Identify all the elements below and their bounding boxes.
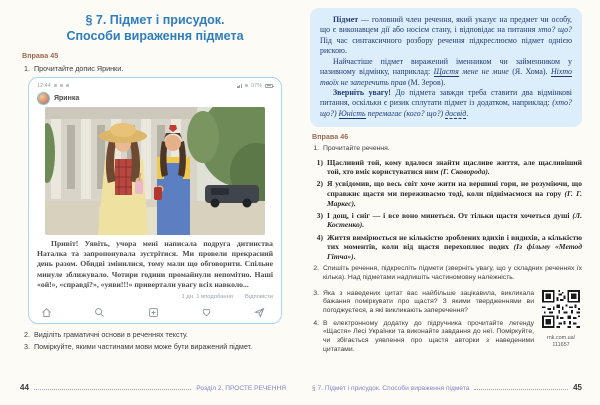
sentence-number: 2) [316, 179, 323, 189]
sentence-text: Я усвідомив, що весь світ хоче жити на вершині гори, не розуміючи, що справжнє щастя ми переживаємо тоді, коли піднімаємося на гору [327, 179, 582, 198]
page-right [300, 0, 600, 405]
title-line1: § 7. Підмет і присудок. [85, 13, 225, 27]
underlined-subject: Ніхто [550, 67, 572, 77]
sentence-item [310, 233, 582, 262]
section-label: § 7. Підмет і присудок. Способи вираження підмета [312, 385, 470, 392]
theory-paragraph-1: Підмет — головний член речення, який указує на предмет чи особу, що є виконавцем дії або носієм стану, і відповідає на питання хто? що? Під час синтаксичного розбору речення підкреслюємо підмет однією рискою. [320, 15, 572, 56]
task-number: 3. [24, 342, 30, 352]
girl-left [98, 123, 148, 235]
signal-icon [237, 84, 242, 88]
sentence-item [310, 158, 582, 177]
page-number: 45 [573, 383, 582, 392]
task-item [20, 342, 290, 351]
post-photo [45, 107, 265, 235]
sentence-source: (Г. Г. Маркес). [327, 188, 582, 208]
notification-icon [60, 84, 63, 87]
task-item [310, 265, 582, 283]
notification-icon [54, 84, 57, 87]
notification-icon [66, 84, 69, 87]
footer-left [20, 383, 286, 392]
sentence-number: 1) [316, 157, 323, 167]
dotted-leader [34, 389, 191, 390]
task-text: Прочитайте речення. [323, 145, 390, 153]
share-icon[interactable] [254, 307, 265, 318]
task-item [20, 330, 290, 339]
task-item [310, 320, 534, 355]
underlined-object: досвід [445, 108, 467, 118]
reply-button[interactable]: Відповісти [244, 294, 273, 301]
task-number: 1. [313, 145, 319, 153]
task-text: Яка з наведених цитат вас найбільше зацікавила, викликала бажання поміркувати про щастя? З якими твердженнями ви погоджуєтеся, а які викликають заперечення? [323, 289, 534, 315]
task-item [20, 64, 290, 73]
status-right [237, 83, 273, 89]
page-title [20, 12, 290, 45]
add-post-icon[interactable] [148, 307, 159, 318]
likes-count: 1 дн. 1 вподобання [181, 294, 233, 301]
title-line2: Способи вираження підмета [66, 29, 244, 44]
sentence-text: Щасливий той, кому вдалося знайти щасливе життя, але щасливіший той, хто вміє користуватися ним [327, 157, 582, 177]
theory-paragraph-3: Зверніть увагу! До підмета завжди треба ставити два відмінкові питання, оскільки є ризик сплутати підмет із додатком, наприклад: (хто? що?) Юність перемагає (кого? що?) досвід. [320, 87, 572, 118]
post-meta [37, 294, 273, 300]
page-number: 44 [20, 383, 29, 392]
sentence-number: 4) [316, 232, 323, 242]
exercise-46-label: Вправа 46 [312, 132, 349, 142]
home-icon[interactable] [41, 307, 52, 318]
post-icon-bar [37, 303, 273, 318]
task-text: Прочитайте допис Яринки. [34, 63, 124, 73]
status-left [37, 83, 69, 89]
phone-status-bar [37, 83, 273, 89]
tasks-with-qr [310, 286, 582, 358]
sentence-item [310, 179, 582, 208]
avatar[interactable] [37, 92, 50, 105]
battery-icon [265, 84, 273, 88]
sentence-text: І дощ, і сніг — і все воно минеться. От тільки щастя хочеться душі [327, 210, 573, 220]
sentence-text: Життя вимірюється не кількістю зроблених вдихів і видихів, а кількістю тих моментів, коли від щастя перехоплює подих [327, 232, 582, 252]
theory-box [310, 8, 582, 127]
task-text: В електронному додатку до підручника прочитайте легенду «Щастя» Лесі Українки та виконайте завдання до неї. Поміркуйте, чи збігається уявлення про щастя авторки з наведеними цитатами. [323, 319, 534, 354]
task-text: Спишіть речення, підкресліть підмети (зверніть увагу, що у складних реченнях їх кілька). Над підметами надпишіть частиномовну належність. [323, 264, 582, 281]
attention-label: Зверніть увагу! [333, 87, 391, 97]
like-icon[interactable] [201, 307, 212, 318]
sentence-item [310, 211, 582, 230]
tasks-column [310, 286, 534, 358]
footer-right [312, 383, 582, 392]
chapter-label: Розділ 2. ПРОСТЕ РЕЧЕННЯ [196, 385, 286, 392]
social-post-card [28, 77, 282, 324]
sentence-source: (Г. Сковорода). [440, 167, 490, 177]
task-number: 3. [313, 289, 319, 297]
task-item [310, 290, 534, 316]
qr-code [542, 290, 580, 328]
profile-row [37, 92, 273, 105]
wifi-icon [245, 84, 248, 87]
search-icon[interactable] [94, 307, 105, 318]
term-pidmet: Підмет [333, 15, 359, 24]
underlined-subject: Щастя [433, 67, 459, 77]
underlined-subject: Юність [338, 108, 366, 118]
qr-column [540, 286, 582, 358]
qr-caption: rnk.com.ua/ 111657 [546, 335, 576, 349]
battery-level: 97% [250, 82, 262, 89]
task-text: Поміркуйте, якими частинами мови може бути виражений підмет. [34, 342, 253, 352]
sentence-number: 3) [316, 210, 323, 220]
sentence-source: (Л. Костенко). [327, 210, 582, 230]
task-number: 2. [24, 330, 30, 340]
task-text: Виділіть граматичні основи в реченнях тексту. [34, 330, 188, 340]
dotted-leader [474, 389, 568, 390]
task-item [310, 145, 582, 154]
theory-paragraph-2: Найчастіше підмет виражений іменником чи займенником у називному відмінку, наприклад: Щастя мене не мине (Я. Хома). Ніхто твоїх не заперечить прав (М. Зеров). [320, 56, 572, 87]
task-number: 1. [24, 63, 30, 73]
status-time: 12:44 [37, 82, 51, 89]
post-text: Привіт! Уявіть, учора мені написала подруга дитинства Наталка та запропонувала зустрітися. Ми провели прекрасний день разом. Обидві змінилися, тому мали що обговорити. Спільне минуле зближувало. Чотири години промайнули непомітно. Наші «ой!», «справді?», «уяви!!!» привертали увагу всіх навколо... [37, 238, 273, 289]
task-number: 2. [313, 264, 319, 272]
exercise-45-label: Вправа 45 [22, 50, 59, 60]
profile-name[interactable]: Яринка [54, 94, 80, 102]
sentence-source: (Із фільму «Метод Гітча»). [327, 242, 582, 261]
task-number: 4. [313, 319, 319, 327]
